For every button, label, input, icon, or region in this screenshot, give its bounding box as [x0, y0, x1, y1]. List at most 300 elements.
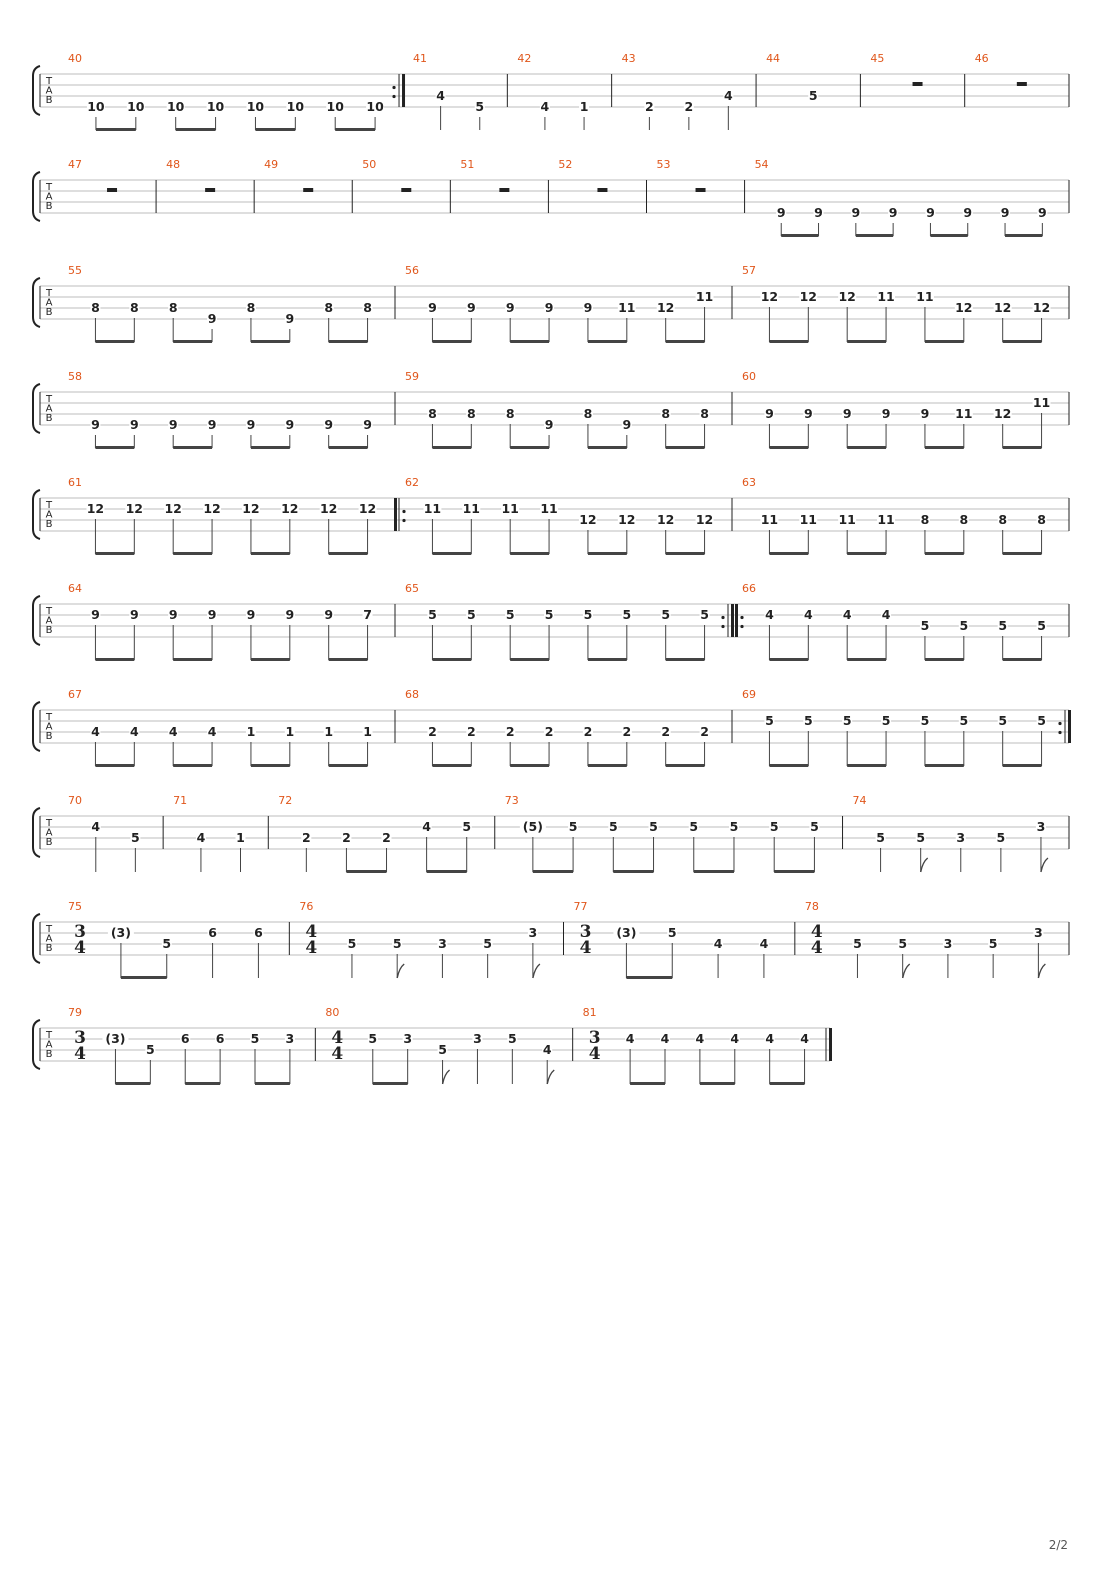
- fret-number: 9: [926, 205, 935, 220]
- fret-number: 2: [700, 724, 709, 739]
- measure-number: 58: [68, 370, 82, 383]
- tab-clef-letter: B: [45, 201, 53, 212]
- fret-number: 5: [667, 925, 677, 940]
- repeat-dot: [721, 625, 724, 628]
- fret-number: 5: [661, 607, 671, 622]
- note-beam: [373, 1082, 408, 1085]
- rest-mark: [401, 188, 411, 192]
- fret-number: 12: [164, 501, 182, 516]
- fret-number: 5: [998, 713, 1008, 728]
- fret-number: 1: [579, 99, 589, 114]
- fret-number: 5: [881, 713, 891, 728]
- fret-number: 5: [568, 819, 578, 834]
- fret-number: 5: [853, 936, 862, 951]
- time-signature-top: 4: [305, 922, 318, 942]
- note-beam: [769, 658, 808, 661]
- measure-number: 71: [173, 794, 188, 807]
- tab-clef-letter: T: [45, 712, 53, 723]
- measure: [558, 158, 646, 213]
- note-flag: [397, 964, 404, 978]
- measure: [622, 52, 756, 130]
- fret-number: 5: [462, 819, 472, 834]
- measure: [742, 476, 1047, 555]
- fret-number: 5: [250, 1031, 260, 1046]
- fret-number: 5: [162, 936, 172, 951]
- fret-number: 10: [206, 99, 225, 114]
- fret-number: 4: [542, 1042, 552, 1057]
- measure: [68, 264, 395, 343]
- fret-number: 5: [483, 936, 493, 951]
- measure: [766, 52, 860, 107]
- note-flag: [1041, 858, 1048, 872]
- fret-number: 10: [166, 99, 185, 114]
- fret-number: 2: [342, 830, 351, 845]
- note-beam: [173, 658, 212, 661]
- fret-number: 12: [86, 501, 105, 516]
- tab-system: [33, 582, 1069, 661]
- measure-number: 41: [413, 52, 428, 65]
- measure: [574, 900, 795, 979]
- note-beam: [774, 870, 814, 873]
- measure: [742, 264, 1051, 343]
- tab-clef-letter: A: [45, 85, 53, 97]
- measure: [742, 582, 1047, 661]
- thick-barline: [829, 1028, 832, 1061]
- measure-number: 74: [852, 794, 867, 807]
- fret-number: 9: [803, 406, 813, 421]
- note-beam: [173, 764, 212, 767]
- fret-number: 5: [765, 713, 774, 728]
- fret-number: 8: [661, 406, 671, 421]
- fret-number: (5): [522, 819, 543, 834]
- tab-system: [33, 900, 1069, 979]
- note-beam: [173, 340, 212, 343]
- fret-number: 4: [759, 936, 769, 951]
- tab-clef-letter: T: [45, 394, 53, 405]
- tab-clef-letter: A: [45, 933, 53, 945]
- fret-number: 12: [838, 289, 856, 304]
- fret-number: 9: [544, 300, 554, 315]
- fret-number: 9: [246, 417, 256, 432]
- note-beam: [95, 446, 134, 449]
- fret-number: 2: [505, 724, 515, 739]
- measure-number: 75: [68, 900, 82, 913]
- note-beam: [930, 234, 967, 237]
- note-beam: [533, 870, 573, 873]
- measure: [405, 264, 732, 343]
- note-beam: [251, 446, 290, 449]
- repeat-dot: [402, 519, 405, 522]
- note-beam: [588, 446, 627, 449]
- fret-number: 12: [695, 512, 714, 527]
- note-beam: [510, 446, 549, 449]
- fret-number: 3: [473, 1031, 482, 1046]
- fret-number: 9: [428, 300, 437, 315]
- tab-clef-letter: B: [45, 307, 53, 318]
- note-beam: [770, 1082, 805, 1085]
- fret-number: 6: [180, 1031, 190, 1046]
- measure: [264, 158, 352, 213]
- measure-number: 57: [742, 264, 756, 277]
- measure-number: 44: [766, 52, 781, 65]
- note-beam: [95, 658, 134, 661]
- measure: [299, 900, 563, 978]
- fret-number: 10: [286, 99, 305, 114]
- note-beam: [847, 764, 886, 767]
- note-beam: [121, 976, 167, 979]
- note-beam: [666, 658, 705, 661]
- note-beam: [251, 658, 290, 661]
- tab-system: [33, 52, 1069, 131]
- note-beam: [630, 1082, 665, 1085]
- measure-number: 47: [68, 158, 82, 171]
- time-signature-top: 4: [331, 1028, 344, 1048]
- note-beam: [626, 976, 672, 979]
- note-beam: [176, 128, 216, 131]
- fret-number: 5: [368, 1031, 378, 1046]
- note-flag: [903, 964, 910, 978]
- fret-number: 4: [91, 724, 100, 739]
- fret-number: 4: [765, 1031, 775, 1046]
- note-beam: [588, 658, 627, 661]
- fret-number: 4: [207, 724, 217, 739]
- measure-number: 56: [405, 264, 419, 277]
- measure-number: 52: [558, 158, 573, 171]
- fret-number: 4: [129, 724, 139, 739]
- tab-clef-letter: T: [45, 182, 53, 193]
- fret-number: 4: [713, 936, 723, 951]
- fret-number: 9: [920, 406, 930, 421]
- fret-number: 9: [1037, 205, 1047, 220]
- note-beam: [255, 128, 295, 131]
- fret-number: 5: [145, 1042, 155, 1057]
- time-signature-top: 3: [74, 1028, 86, 1048]
- fret-number: 5: [1037, 618, 1046, 633]
- fret-number: 5: [649, 819, 658, 834]
- note-beam: [847, 446, 886, 449]
- fret-number: 5: [700, 607, 709, 622]
- fret-number: 3: [403, 1031, 413, 1046]
- note-beam: [1003, 552, 1042, 555]
- measure: [405, 582, 744, 661]
- note-beam: [1005, 234, 1042, 237]
- fret-number: 12: [656, 512, 675, 527]
- time-signature-bottom: 4: [588, 1044, 601, 1064]
- measure-number: 65: [405, 582, 419, 595]
- fret-number: 11: [838, 512, 856, 527]
- fret-number: 5: [803, 713, 813, 728]
- fret-number: 9: [963, 205, 973, 220]
- fret-number: 11: [1032, 395, 1051, 410]
- fret-number: 5: [916, 830, 926, 845]
- note-beam: [588, 552, 627, 555]
- note-beam: [251, 340, 290, 343]
- measure-number: 76: [299, 900, 314, 913]
- note-beam: [666, 764, 705, 767]
- fret-number: 4: [800, 1031, 809, 1046]
- fret-number: 5: [475, 99, 485, 114]
- fret-number: 12: [656, 300, 675, 315]
- fret-number: 5: [466, 607, 476, 622]
- fret-number: 11: [501, 501, 519, 516]
- fret-number: 12: [242, 501, 260, 516]
- tab-system: [33, 264, 1069, 343]
- tab-clef-letter: B: [45, 413, 53, 424]
- note-beam: [255, 1082, 290, 1085]
- rest-mark: [913, 82, 923, 86]
- measure: [68, 688, 395, 767]
- system-bracket: [33, 596, 40, 645]
- fret-number: 2: [382, 830, 391, 845]
- measure: [505, 794, 843, 873]
- fret-number: 12: [579, 512, 597, 527]
- note-beam: [251, 764, 290, 767]
- measure-number: 72: [278, 794, 293, 807]
- fret-number: 8: [998, 512, 1008, 527]
- note-beam: [432, 446, 471, 449]
- rest-mark: [1017, 82, 1027, 86]
- fret-number: 12: [993, 300, 1012, 315]
- note-flag: [547, 1070, 554, 1084]
- fret-number: 5: [392, 936, 402, 951]
- system-bracket: [33, 702, 40, 751]
- fret-number: 5: [131, 830, 140, 845]
- fret-number: 5: [920, 713, 930, 728]
- fret-number: 9: [207, 607, 217, 622]
- measure-number: 40: [68, 52, 82, 65]
- tab-system: [33, 158, 1069, 237]
- tab-clef-letter: B: [45, 95, 53, 106]
- measure-number: 67: [68, 688, 82, 701]
- time-signature-bottom: 4: [74, 1044, 86, 1064]
- note-beam: [666, 552, 705, 555]
- measure-number: 54: [754, 158, 769, 171]
- rest-mark: [696, 188, 706, 192]
- tab-clef-letter: A: [45, 403, 53, 415]
- tab-clef-letter: A: [45, 721, 53, 733]
- fret-number: 4: [422, 819, 431, 834]
- tab-clef-letter: B: [45, 943, 53, 954]
- note-beam: [925, 764, 964, 767]
- note-beam: [427, 870, 467, 873]
- fret-number: 9: [324, 417, 334, 432]
- note-beam: [432, 764, 471, 767]
- note-beam: [1003, 764, 1042, 767]
- fret-number: 12: [358, 501, 377, 516]
- fret-number: 2: [684, 99, 694, 114]
- fret-number: 5: [608, 819, 618, 834]
- tab-system: [33, 1006, 832, 1085]
- system-bracket: [33, 384, 40, 433]
- fret-number: 9: [505, 300, 515, 315]
- rest-mark: [499, 188, 509, 192]
- fret-number: 4: [625, 1031, 635, 1046]
- measure: [68, 1006, 315, 1085]
- thick-barline: [402, 74, 405, 107]
- note-beam: [95, 340, 134, 343]
- fret-number: 5: [898, 936, 908, 951]
- fret-number: 8: [583, 406, 593, 421]
- fret-number: 9: [246, 607, 256, 622]
- measure: [405, 476, 732, 555]
- tab-clef-letter: A: [45, 827, 53, 839]
- time-signature-top: 3: [74, 922, 86, 942]
- measure-number: 79: [68, 1006, 82, 1019]
- fret-number: 9: [129, 607, 139, 622]
- fret-number: 9: [285, 311, 295, 326]
- fret-number: 10: [366, 99, 384, 114]
- fret-number: 5: [428, 607, 437, 622]
- measure: [755, 158, 1048, 237]
- fret-number: 1: [246, 724, 256, 739]
- system-bracket: [33, 808, 40, 857]
- note-beam: [510, 340, 549, 343]
- note-beam: [588, 764, 627, 767]
- note-beam: [847, 658, 886, 661]
- fret-number: 5: [959, 618, 969, 633]
- fret-number: 3: [528, 925, 538, 940]
- note-beam: [173, 552, 212, 555]
- system-bracket: [33, 1020, 40, 1069]
- time-signature-bottom: 4: [810, 938, 823, 958]
- note-beam: [329, 340, 368, 343]
- fret-number: 10: [127, 99, 145, 114]
- fret-number: 10: [87, 99, 105, 114]
- fret-number: 10: [326, 99, 344, 114]
- fret-number: 4: [540, 99, 550, 114]
- thick-barline: [731, 604, 734, 637]
- fret-number: 8: [168, 300, 178, 315]
- note-beam: [510, 658, 549, 661]
- note-beam: [925, 446, 964, 449]
- measure-number: 49: [264, 158, 279, 171]
- note-beam: [694, 870, 734, 873]
- measure: [362, 158, 450, 213]
- measure-number: 60: [742, 370, 756, 383]
- fret-number: 12: [618, 512, 636, 527]
- fret-number: 9: [168, 607, 178, 622]
- measure-number: 48: [166, 158, 181, 171]
- measure: [517, 52, 611, 130]
- measure-number: 70: [68, 794, 82, 807]
- fret-number: 8: [91, 300, 100, 315]
- fret-number: 3: [1036, 819, 1046, 834]
- note-beam: [847, 340, 886, 343]
- fret-number: 12: [125, 501, 144, 516]
- measure-number: 73: [504, 794, 519, 807]
- fret-number: 9: [1000, 205, 1010, 220]
- note-beam: [173, 446, 212, 449]
- fret-number: 4: [765, 607, 774, 622]
- thick-barline: [735, 604, 738, 637]
- note-beam: [925, 340, 964, 343]
- tab-system: [33, 476, 1069, 555]
- measure: [405, 370, 732, 449]
- fret-number: 5: [507, 1031, 517, 1046]
- note-beam: [96, 128, 136, 131]
- measure-number: 42: [517, 52, 532, 65]
- fret-number: 9: [285, 417, 295, 432]
- measure-number: 55: [68, 264, 82, 277]
- note-beam: [769, 764, 808, 767]
- thick-barline: [394, 498, 397, 531]
- measure: [742, 370, 1051, 449]
- tab-system: [33, 794, 1069, 873]
- fret-number: 12: [203, 501, 221, 516]
- note-beam: [329, 658, 368, 661]
- note-flag: [443, 1070, 450, 1084]
- fret-number: 5: [920, 618, 930, 633]
- measure-number: 61: [68, 476, 82, 489]
- fret-number: 5: [583, 607, 593, 622]
- fret-number: 8: [324, 300, 334, 315]
- fret-number: 1: [363, 724, 372, 739]
- measure: [413, 52, 507, 130]
- fret-number: 8: [920, 512, 930, 527]
- fret-number: 5: [347, 936, 357, 951]
- tab-clef-letter: A: [45, 191, 53, 203]
- measure-number: 50: [362, 158, 377, 171]
- fret-number: 12: [319, 501, 338, 516]
- fret-number: 9: [851, 205, 861, 220]
- tab-clef-letter: B: [45, 519, 53, 530]
- measure: [68, 900, 289, 979]
- fret-number: 9: [842, 406, 852, 421]
- fret-number: 5: [729, 819, 739, 834]
- note-flag: [921, 858, 928, 872]
- fret-number: 1: [324, 724, 334, 739]
- measure: [68, 370, 395, 449]
- fret-number: 9: [544, 417, 554, 432]
- fret-number: 11: [760, 512, 779, 527]
- tab-clef-letter: B: [45, 837, 53, 848]
- measure: [656, 158, 744, 213]
- measure-number: 51: [460, 158, 475, 171]
- note-beam: [856, 234, 893, 237]
- note-beam: [432, 340, 471, 343]
- system-bracket: [33, 278, 40, 327]
- fret-number: 2: [661, 724, 671, 739]
- tab-system: [33, 688, 1071, 767]
- measure-number: 68: [405, 688, 419, 701]
- fret-number: 6: [208, 925, 217, 940]
- measure-number: 63: [742, 476, 756, 489]
- fret-number: 5: [959, 713, 969, 728]
- fret-number: 4: [196, 830, 206, 845]
- measure: [68, 476, 406, 555]
- measure-number: 78: [804, 900, 819, 913]
- tab-clef-letter: A: [45, 297, 53, 309]
- fret-number: 12: [993, 406, 1012, 421]
- note-beam: [329, 764, 368, 767]
- measure: [278, 794, 494, 873]
- fret-number: 8: [428, 406, 437, 421]
- note-beam: [769, 446, 808, 449]
- note-beam: [666, 446, 705, 449]
- fret-number: 12: [281, 501, 299, 516]
- measure: [805, 900, 1046, 978]
- note-beam: [781, 234, 818, 237]
- measure-number: 66: [742, 582, 756, 595]
- note-beam: [95, 764, 134, 767]
- tab-clef-letter: B: [45, 625, 53, 636]
- measure-number: 53: [656, 158, 671, 171]
- fret-number: 1: [285, 724, 295, 739]
- fret-number: 11: [877, 512, 895, 527]
- fret-number: 3: [956, 830, 966, 845]
- fret-number: 8: [959, 512, 969, 527]
- tab-clef-letter: A: [45, 1039, 53, 1051]
